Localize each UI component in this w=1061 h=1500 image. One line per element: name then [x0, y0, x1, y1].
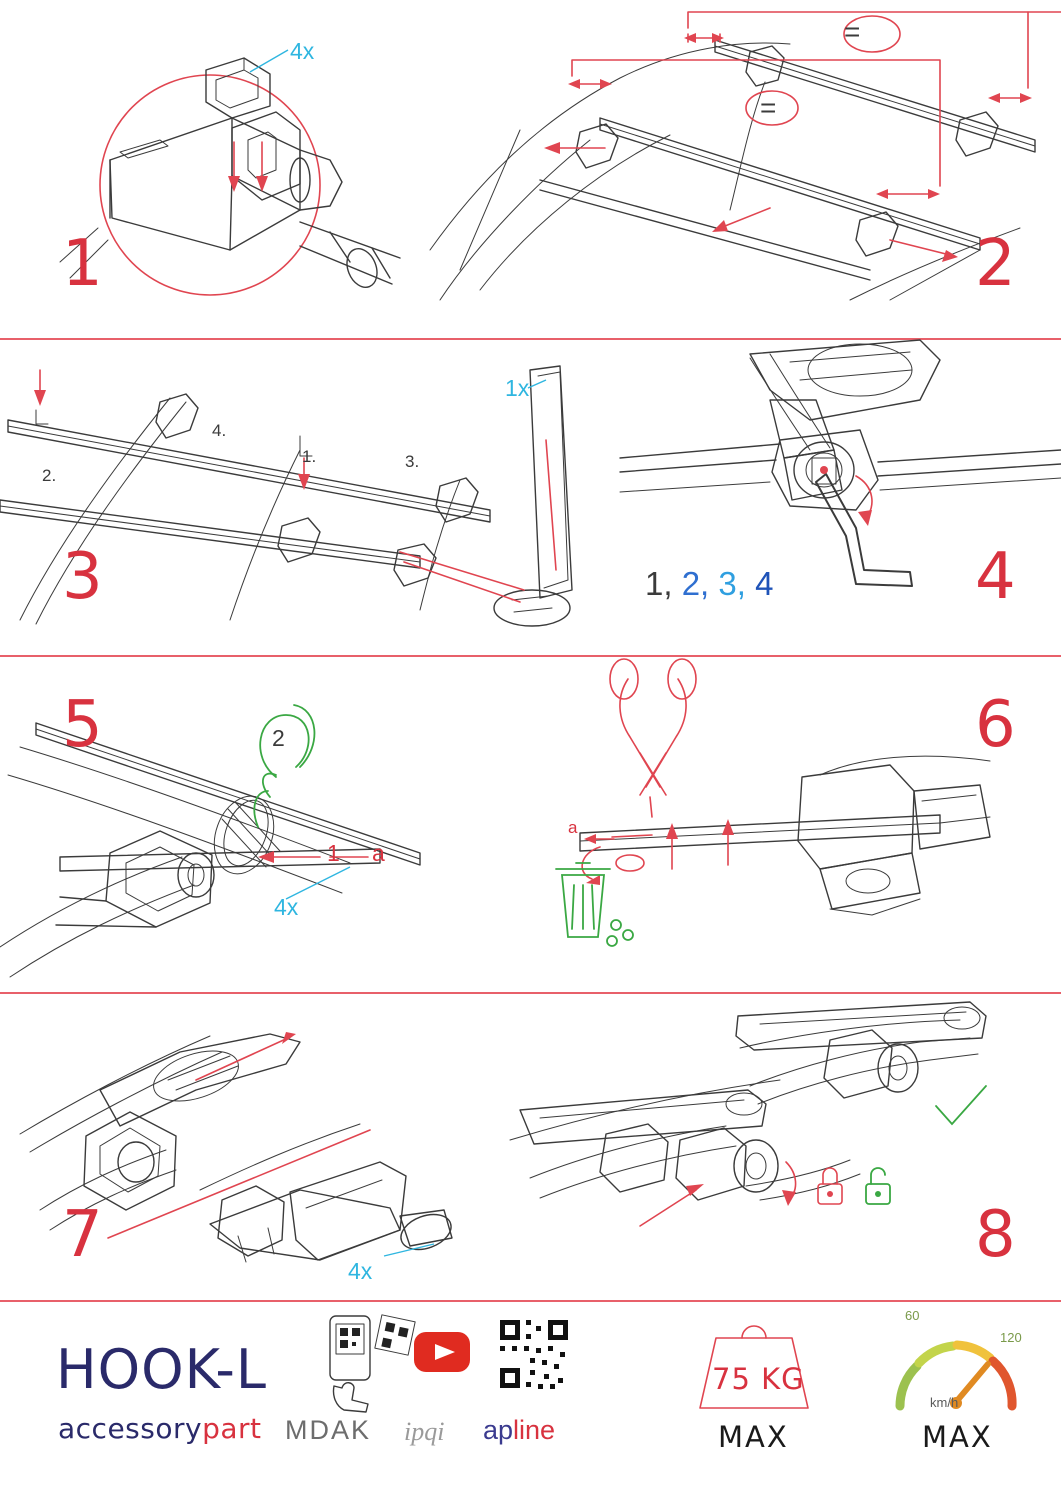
step-5-label-1: 1 [327, 840, 340, 866]
step-2-equal-sign-top: = [844, 16, 861, 47]
step-1-panel [0, 0, 420, 338]
step-3-callout-quantity: 1x [505, 375, 530, 401]
sequence-item-2: 2, [681, 565, 710, 602]
step-number-4: 4 [975, 540, 1017, 614]
speed-max-label: MAX [922, 1420, 993, 1454]
logo-mdak: MDAK [285, 1415, 372, 1445]
sequence-item-1: 1, [645, 565, 673, 602]
qr-code-icon [498, 1318, 570, 1390]
gauge-tick-60: 60 [905, 1308, 920, 1323]
apline-prefix: ap [483, 1415, 514, 1445]
logo-apline [483, 1415, 555, 1446]
weight-max-label: MAX [718, 1420, 789, 1454]
brand-prefix: accessory [58, 1412, 203, 1445]
step-2-panel [420, 0, 1061, 338]
step-5-panel [0, 657, 520, 992]
step-3-order-label-3: 3. [405, 452, 420, 471]
sequence-item-4: 4 [755, 565, 774, 602]
step-4-panel [620, 340, 1061, 655]
logo-ipqi: ipqi [404, 1417, 445, 1446]
step-number-5: 5 [62, 688, 104, 762]
step-4-tightening-sequence [645, 565, 773, 603]
step-3-order-label-2: 2. [42, 466, 57, 485]
step-7-callout-quantity: 4x [348, 1258, 373, 1284]
step-6-label-a: a [568, 818, 578, 837]
product-title: HOOK-L [56, 1338, 267, 1401]
step-3-panel [0, 340, 620, 655]
step-number-3: 3 [62, 540, 104, 614]
phone-qr-icon [330, 1315, 415, 1412]
apline-suffix: line [513, 1415, 556, 1445]
step-2-illustration [420, 0, 1061, 338]
step-3-order-label-1: 1. [302, 447, 317, 466]
gauge-tick-120: 120 [1000, 1330, 1022, 1345]
step-number-1: 1 [62, 227, 104, 301]
step-6-panel [520, 657, 1061, 992]
brand-suffix: part [202, 1412, 262, 1445]
speed-unit-label: km/h [930, 1395, 959, 1410]
step-number-7: 7 [62, 1198, 104, 1272]
step-5-callout-quantity: 4x [274, 894, 299, 920]
step-number-6: 6 [975, 688, 1017, 762]
step-3-order-label-4: 4. [212, 421, 227, 440]
step-7-panel [0, 994, 500, 1300]
step-number-8: 8 [975, 1198, 1017, 1272]
youtube-icon [414, 1332, 470, 1372]
step-number-2: 2 [975, 227, 1017, 301]
brand-name [58, 1412, 261, 1445]
footer [0, 1300, 1061, 1500]
step-5-label-2: 2 [272, 725, 285, 751]
step-8-panel [500, 994, 1061, 1300]
step-2-equal-sign-mid: = [760, 92, 777, 123]
step-5-label-a: a [372, 840, 385, 866]
step-1-callout-quantity: 4x [290, 38, 315, 64]
weight-limit-value: 75 KG [712, 1362, 805, 1396]
sequence-item-3: 3, [718, 565, 746, 602]
